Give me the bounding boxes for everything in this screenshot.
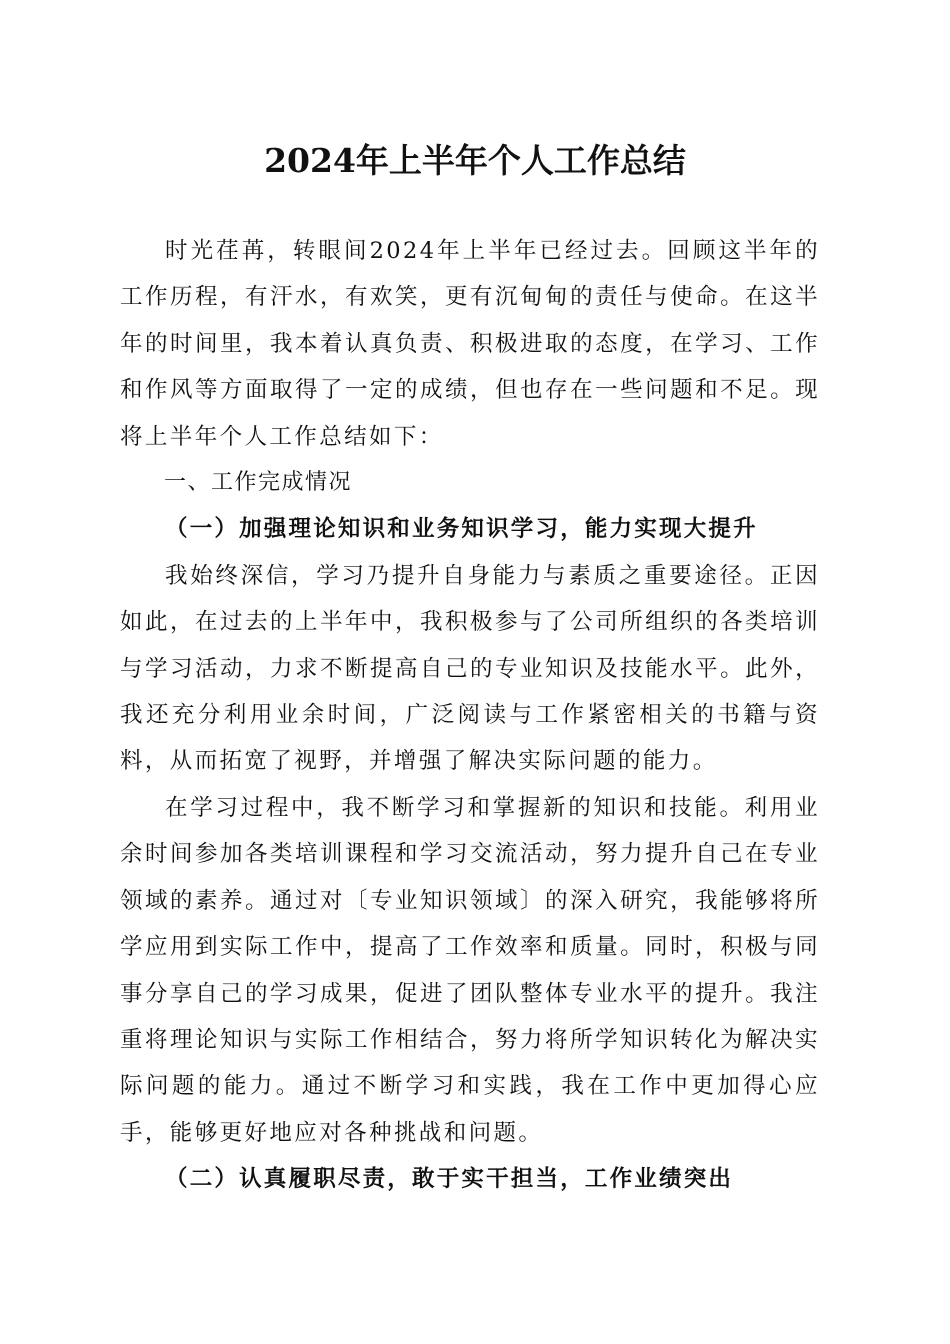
paragraph-learning-2: 在学习过程中，我不断学习和掌握新的知识和技能。利用业余时间参加各类培训课程和学习交流活动，努力提升自己在专业领域的素养。通过对〔专业知识领域〕的深入研究，我能够将所学应用到实际工作中，提高了工作效率和质量。同时，积极与同事分享自己的学习成果，促进了团队整体专业水平的提升。我注重将理论知识与实际工作相结合，努力将所学知识转化为解决实际问题的能力。通过不断学习和实践，我在工作中更加得心应手，能够更好地应对各种挑战和问题。 <box>120 794 820 1146</box>
subsection-heading-learning: （一）加强理论知识和业务知识学习，能力实现大提升 <box>165 516 758 543</box>
document-title: 2024年上半年个人工作总结 <box>264 141 686 180</box>
document-body <box>120 228 820 1203</box>
paragraph-learning-1: 我始终深信，学习乃提升自身能力与素质之重要途径。正因如此，在过去的上半年中，我积极参与了公司所组织的各类培训与学习活动，力求不断提高自己的专业知识及技能水平。此外，我还充分利用业余时间，广泛阅读与工作紧密相关的书籍与资料，从而拓宽了视野，并增强了解决实际问题的能力。 <box>120 562 820 775</box>
section-heading-work-completion: 一、工作完成情况 <box>164 470 353 496</box>
intro-paragraph: 时光荏苒，转眼间2024年上半年已经过去。回顾这半年的工作历程，有汗水，有欢笑，更有沉甸甸的责任与使命。在这半年的时间里，我本着认真负责、积极进取的态度，在学习、工作和作风等方面取得了一定的成绩，但也存在一些问题和不足。现将上半年个人工作总结如下： <box>120 238 820 450</box>
subsection-heading-duty: （二）认真履职尽责，敢于实干担当，工作业绩突出 <box>165 1166 734 1193</box>
